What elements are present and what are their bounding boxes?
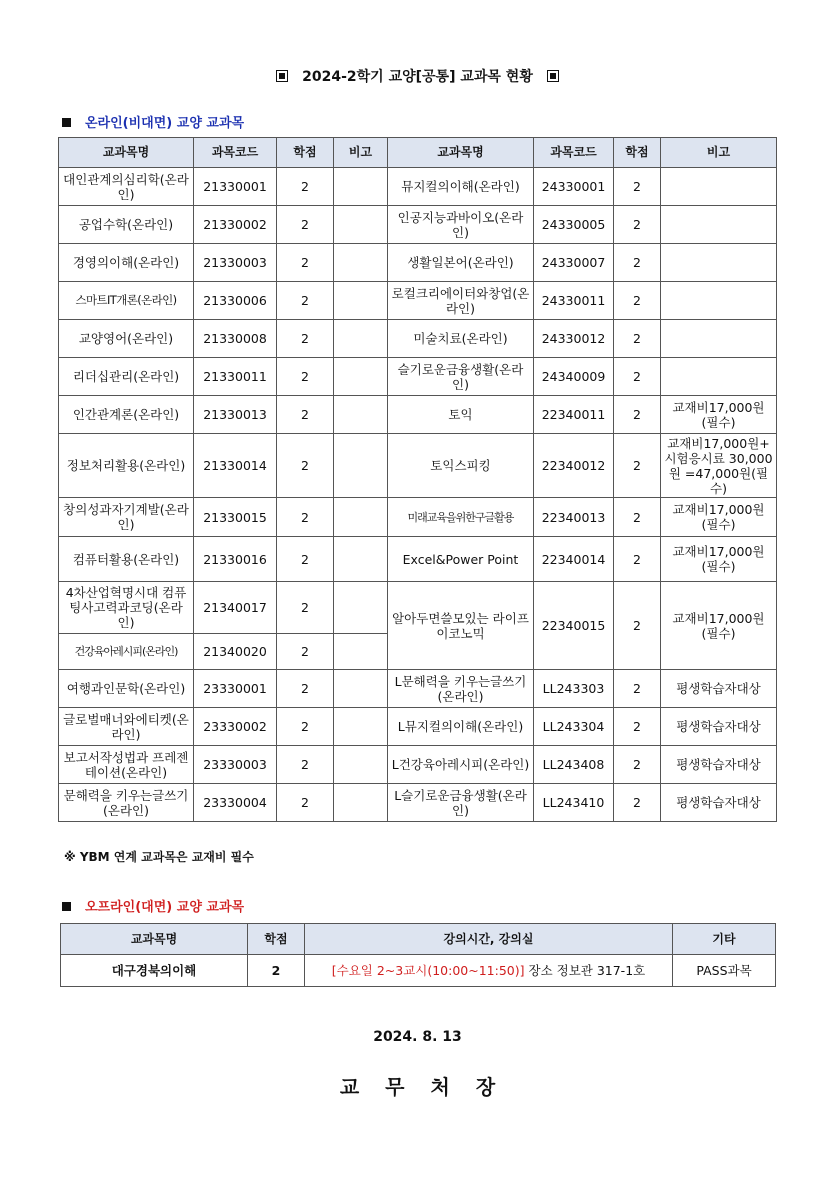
document-date: 2024. 8. 13 bbox=[373, 1029, 462, 1045]
course-credit: 2 bbox=[277, 784, 334, 822]
course-credit: 2 bbox=[277, 168, 334, 206]
course-note bbox=[334, 396, 388, 434]
course-name: 알아두면쓸모있는 라이프이코노믹 bbox=[388, 582, 534, 670]
course-name: 미래교육을위한구글활용 bbox=[388, 498, 534, 537]
table-row bbox=[59, 746, 777, 784]
course-name: 창의성과자기계발(온라인) bbox=[59, 498, 194, 537]
table-row bbox=[59, 434, 777, 498]
course-note: 평생학습자대상 bbox=[661, 784, 777, 822]
course-note bbox=[334, 168, 388, 206]
course-note: 교재비17,000원 (필수) bbox=[661, 582, 777, 670]
course-code: 24340009 bbox=[534, 358, 614, 396]
course-note: 평생학습자대상 bbox=[661, 746, 777, 784]
course-credit: 2 bbox=[277, 320, 334, 358]
course-credit: 2 bbox=[277, 537, 334, 582]
course-name: 교양영어(온라인) bbox=[59, 320, 194, 358]
course-note bbox=[334, 282, 388, 320]
course-code: 23330001 bbox=[194, 670, 277, 708]
course-code: 21330002 bbox=[194, 206, 277, 244]
table-row bbox=[61, 955, 776, 987]
offline-course-table bbox=[60, 923, 776, 987]
course-code: 21330013 bbox=[194, 396, 277, 434]
course-credit: 2 bbox=[277, 206, 334, 244]
course-name: 글로벌매너와에티켓(온라인) bbox=[59, 708, 194, 746]
course-name: 인공지능과바이오(온라인) bbox=[388, 206, 534, 244]
course-credit: 2 bbox=[614, 746, 661, 784]
course-note bbox=[334, 670, 388, 708]
course-code: 21330011 bbox=[194, 358, 277, 396]
course-code: 24330011 bbox=[534, 282, 614, 320]
course-name: 로컬크리에이터와창업(온라인) bbox=[388, 282, 534, 320]
course-time-room bbox=[305, 955, 673, 987]
online-section-heading bbox=[62, 112, 244, 131]
issuer-signature: 교무처장 bbox=[339, 1075, 522, 1099]
table-row bbox=[59, 396, 777, 434]
course-name: 공업수학(온라인) bbox=[59, 206, 194, 244]
course-note bbox=[661, 358, 777, 396]
col-header: 비고 bbox=[334, 138, 388, 168]
course-credit: 2 bbox=[614, 396, 661, 434]
course-credit: 2 bbox=[248, 955, 305, 987]
course-credit: 2 bbox=[614, 434, 661, 498]
lecture-room: 장소 정보관 317-1호 bbox=[528, 963, 646, 978]
course-name: 스마트IT개론(온라인) bbox=[59, 282, 194, 320]
table-row bbox=[59, 282, 777, 320]
course-credit: 2 bbox=[277, 708, 334, 746]
course-note: 평생학습자대상 bbox=[661, 670, 777, 708]
col-header: 교과목명 bbox=[61, 924, 248, 955]
course-code: 21330016 bbox=[194, 537, 277, 582]
course-name: 보고서작성법과 프레젠테이션(온라인) bbox=[59, 746, 194, 784]
course-credit: 2 bbox=[277, 282, 334, 320]
table-row bbox=[59, 708, 777, 746]
document-title bbox=[0, 66, 835, 86]
course-code: LL243304 bbox=[534, 708, 614, 746]
course-name: 토익 bbox=[388, 396, 534, 434]
course-code: LL243408 bbox=[534, 746, 614, 784]
course-etc: PASS과목 bbox=[673, 955, 776, 987]
course-note bbox=[334, 498, 388, 537]
table-row bbox=[59, 320, 777, 358]
online-course-table bbox=[58, 137, 777, 822]
table-row bbox=[59, 784, 777, 822]
online-heading-text: 온라인(비대면) 교양 교과목 bbox=[85, 116, 245, 131]
course-note bbox=[334, 537, 388, 582]
course-code: 23330002 bbox=[194, 708, 277, 746]
course-code: 22340011 bbox=[534, 396, 614, 434]
course-code: 21330001 bbox=[194, 168, 277, 206]
course-note bbox=[334, 320, 388, 358]
course-credit: 2 bbox=[614, 582, 661, 670]
col-header: 비고 bbox=[661, 138, 777, 168]
col-header: 과목코드 bbox=[534, 138, 614, 168]
table-row bbox=[59, 244, 777, 282]
course-name: 경영의이해(온라인) bbox=[59, 244, 194, 282]
offline-section-heading bbox=[62, 896, 244, 915]
table-row bbox=[59, 670, 777, 708]
course-note bbox=[661, 282, 777, 320]
course-credit: 2 bbox=[614, 784, 661, 822]
course-code: 24330012 bbox=[534, 320, 614, 358]
square-bullet-icon bbox=[547, 70, 559, 82]
course-name: 슬기로운금융생활(온라인) bbox=[388, 358, 534, 396]
course-name: 뮤지컬의이해(온라인) bbox=[388, 168, 534, 206]
table-row bbox=[59, 168, 777, 206]
square-bullet-icon bbox=[276, 70, 288, 82]
course-credit: 2 bbox=[614, 708, 661, 746]
course-note bbox=[334, 434, 388, 498]
course-note bbox=[334, 582, 388, 634]
square-bullet-icon bbox=[62, 902, 71, 911]
course-note bbox=[661, 320, 777, 358]
course-name: L슬기로운금융생활(온라인) bbox=[388, 784, 534, 822]
course-code: 21330006 bbox=[194, 282, 277, 320]
course-credit: 2 bbox=[277, 498, 334, 537]
col-header: 교과목명 bbox=[388, 138, 534, 168]
course-credit: 2 bbox=[614, 498, 661, 537]
course-note bbox=[334, 244, 388, 282]
course-code: 24330005 bbox=[534, 206, 614, 244]
course-code: 21330014 bbox=[194, 434, 277, 498]
course-code: 22340012 bbox=[534, 434, 614, 498]
course-name: 토익스피킹 bbox=[388, 434, 534, 498]
col-header: 기타 bbox=[673, 924, 776, 955]
course-code: 23330003 bbox=[194, 746, 277, 784]
course-name: L뮤지컬의이해(온라인) bbox=[388, 708, 534, 746]
course-credit: 2 bbox=[277, 358, 334, 396]
course-note bbox=[334, 206, 388, 244]
course-note: 교재비17,000원 (필수) bbox=[661, 396, 777, 434]
course-credit: 2 bbox=[277, 634, 334, 670]
course-credit: 2 bbox=[277, 244, 334, 282]
course-note bbox=[334, 634, 388, 670]
col-header: 학점 bbox=[277, 138, 334, 168]
course-code: 21330008 bbox=[194, 320, 277, 358]
course-note bbox=[661, 206, 777, 244]
course-name: 생활일본어(온라인) bbox=[388, 244, 534, 282]
course-name: 정보처리활용(온라인) bbox=[59, 434, 194, 498]
course-code: 22340014 bbox=[534, 537, 614, 582]
course-name: 대인관계의심리학(온라인) bbox=[59, 168, 194, 206]
course-name: 대구경북의이해 bbox=[61, 955, 248, 987]
course-code: 24330001 bbox=[534, 168, 614, 206]
course-credit: 2 bbox=[614, 320, 661, 358]
course-code: LL243410 bbox=[534, 784, 614, 822]
course-code: 22340015 bbox=[534, 582, 614, 670]
course-code: 21340020 bbox=[194, 634, 277, 670]
course-credit: 2 bbox=[277, 434, 334, 498]
course-code: 21340017 bbox=[194, 582, 277, 634]
course-credit: 2 bbox=[277, 582, 334, 634]
course-credit: 2 bbox=[614, 282, 661, 320]
course-credit: 2 bbox=[277, 396, 334, 434]
col-header: 학점 bbox=[614, 138, 661, 168]
course-note: 교재비17,000원 (필수) bbox=[661, 498, 777, 537]
course-code: LL243303 bbox=[534, 670, 614, 708]
col-header: 강의시간, 강의실 bbox=[305, 924, 673, 955]
course-credit: 2 bbox=[277, 746, 334, 784]
course-name: L문해력을 키우는글쓰기(온라인) bbox=[388, 670, 534, 708]
course-code: 21330003 bbox=[194, 244, 277, 282]
table-row bbox=[59, 358, 777, 396]
course-name: 미술치료(온라인) bbox=[388, 320, 534, 358]
course-note bbox=[334, 708, 388, 746]
course-name: 리더십관리(온라인) bbox=[59, 358, 194, 396]
course-name: L건강육아레시피(온라인) bbox=[388, 746, 534, 784]
course-credit: 2 bbox=[614, 537, 661, 582]
course-code: 22340013 bbox=[534, 498, 614, 537]
course-name: Excel&Power Point bbox=[388, 537, 534, 582]
course-name: 인간관계론(온라인) bbox=[59, 396, 194, 434]
square-bullet-icon bbox=[62, 118, 71, 127]
course-note: 교재비17,000원 (필수) bbox=[661, 537, 777, 582]
table-row bbox=[59, 206, 777, 244]
course-note bbox=[661, 244, 777, 282]
table-row bbox=[59, 498, 777, 537]
col-header: 교과목명 bbox=[59, 138, 194, 168]
course-note bbox=[334, 784, 388, 822]
course-note bbox=[334, 746, 388, 784]
table-row bbox=[59, 582, 777, 634]
course-credit: 2 bbox=[614, 206, 661, 244]
offline-header-row bbox=[61, 924, 776, 955]
col-header: 과목코드 bbox=[194, 138, 277, 168]
course-name: 문해력을 키우는글쓰기(온라인) bbox=[59, 784, 194, 822]
course-credit: 2 bbox=[277, 670, 334, 708]
offline-heading-text: 오프라인(대면) 교양 교과목 bbox=[85, 900, 245, 915]
course-credit: 2 bbox=[614, 358, 661, 396]
course-code: 21330015 bbox=[194, 498, 277, 537]
course-name: 건강육아레시피(온라인) bbox=[59, 634, 194, 670]
online-header-row bbox=[59, 138, 777, 168]
course-code: 23330004 bbox=[194, 784, 277, 822]
course-name: 여행과인문학(온라인) bbox=[59, 670, 194, 708]
course-credit: 2 bbox=[614, 244, 661, 282]
document-title-text: 2024-2학기 교양[공통] 교과목 현황 bbox=[302, 69, 533, 85]
course-note bbox=[661, 168, 777, 206]
course-credit: 2 bbox=[614, 168, 661, 206]
lecture-time: [수요일 2~3교시(10:00~11:50)] bbox=[331, 963, 525, 978]
course-note: 평생학습자대상 bbox=[661, 708, 777, 746]
course-credit: 2 bbox=[614, 670, 661, 708]
col-header: 학점 bbox=[248, 924, 305, 955]
course-note: 교재비17,000원+ 시험응시료 30,000원 =47,000원(필수) bbox=[661, 434, 777, 498]
course-name: 컴퓨터활용(온라인) bbox=[59, 537, 194, 582]
ybm-footnote: ※ YBM 연계 교과목은 교재비 필수 bbox=[64, 850, 254, 864]
course-code: 24330007 bbox=[534, 244, 614, 282]
course-name: 4차산업혁명시대 컴퓨팅사고력과코딩(온라인) bbox=[59, 582, 194, 634]
course-note bbox=[334, 358, 388, 396]
table-row bbox=[59, 537, 777, 582]
